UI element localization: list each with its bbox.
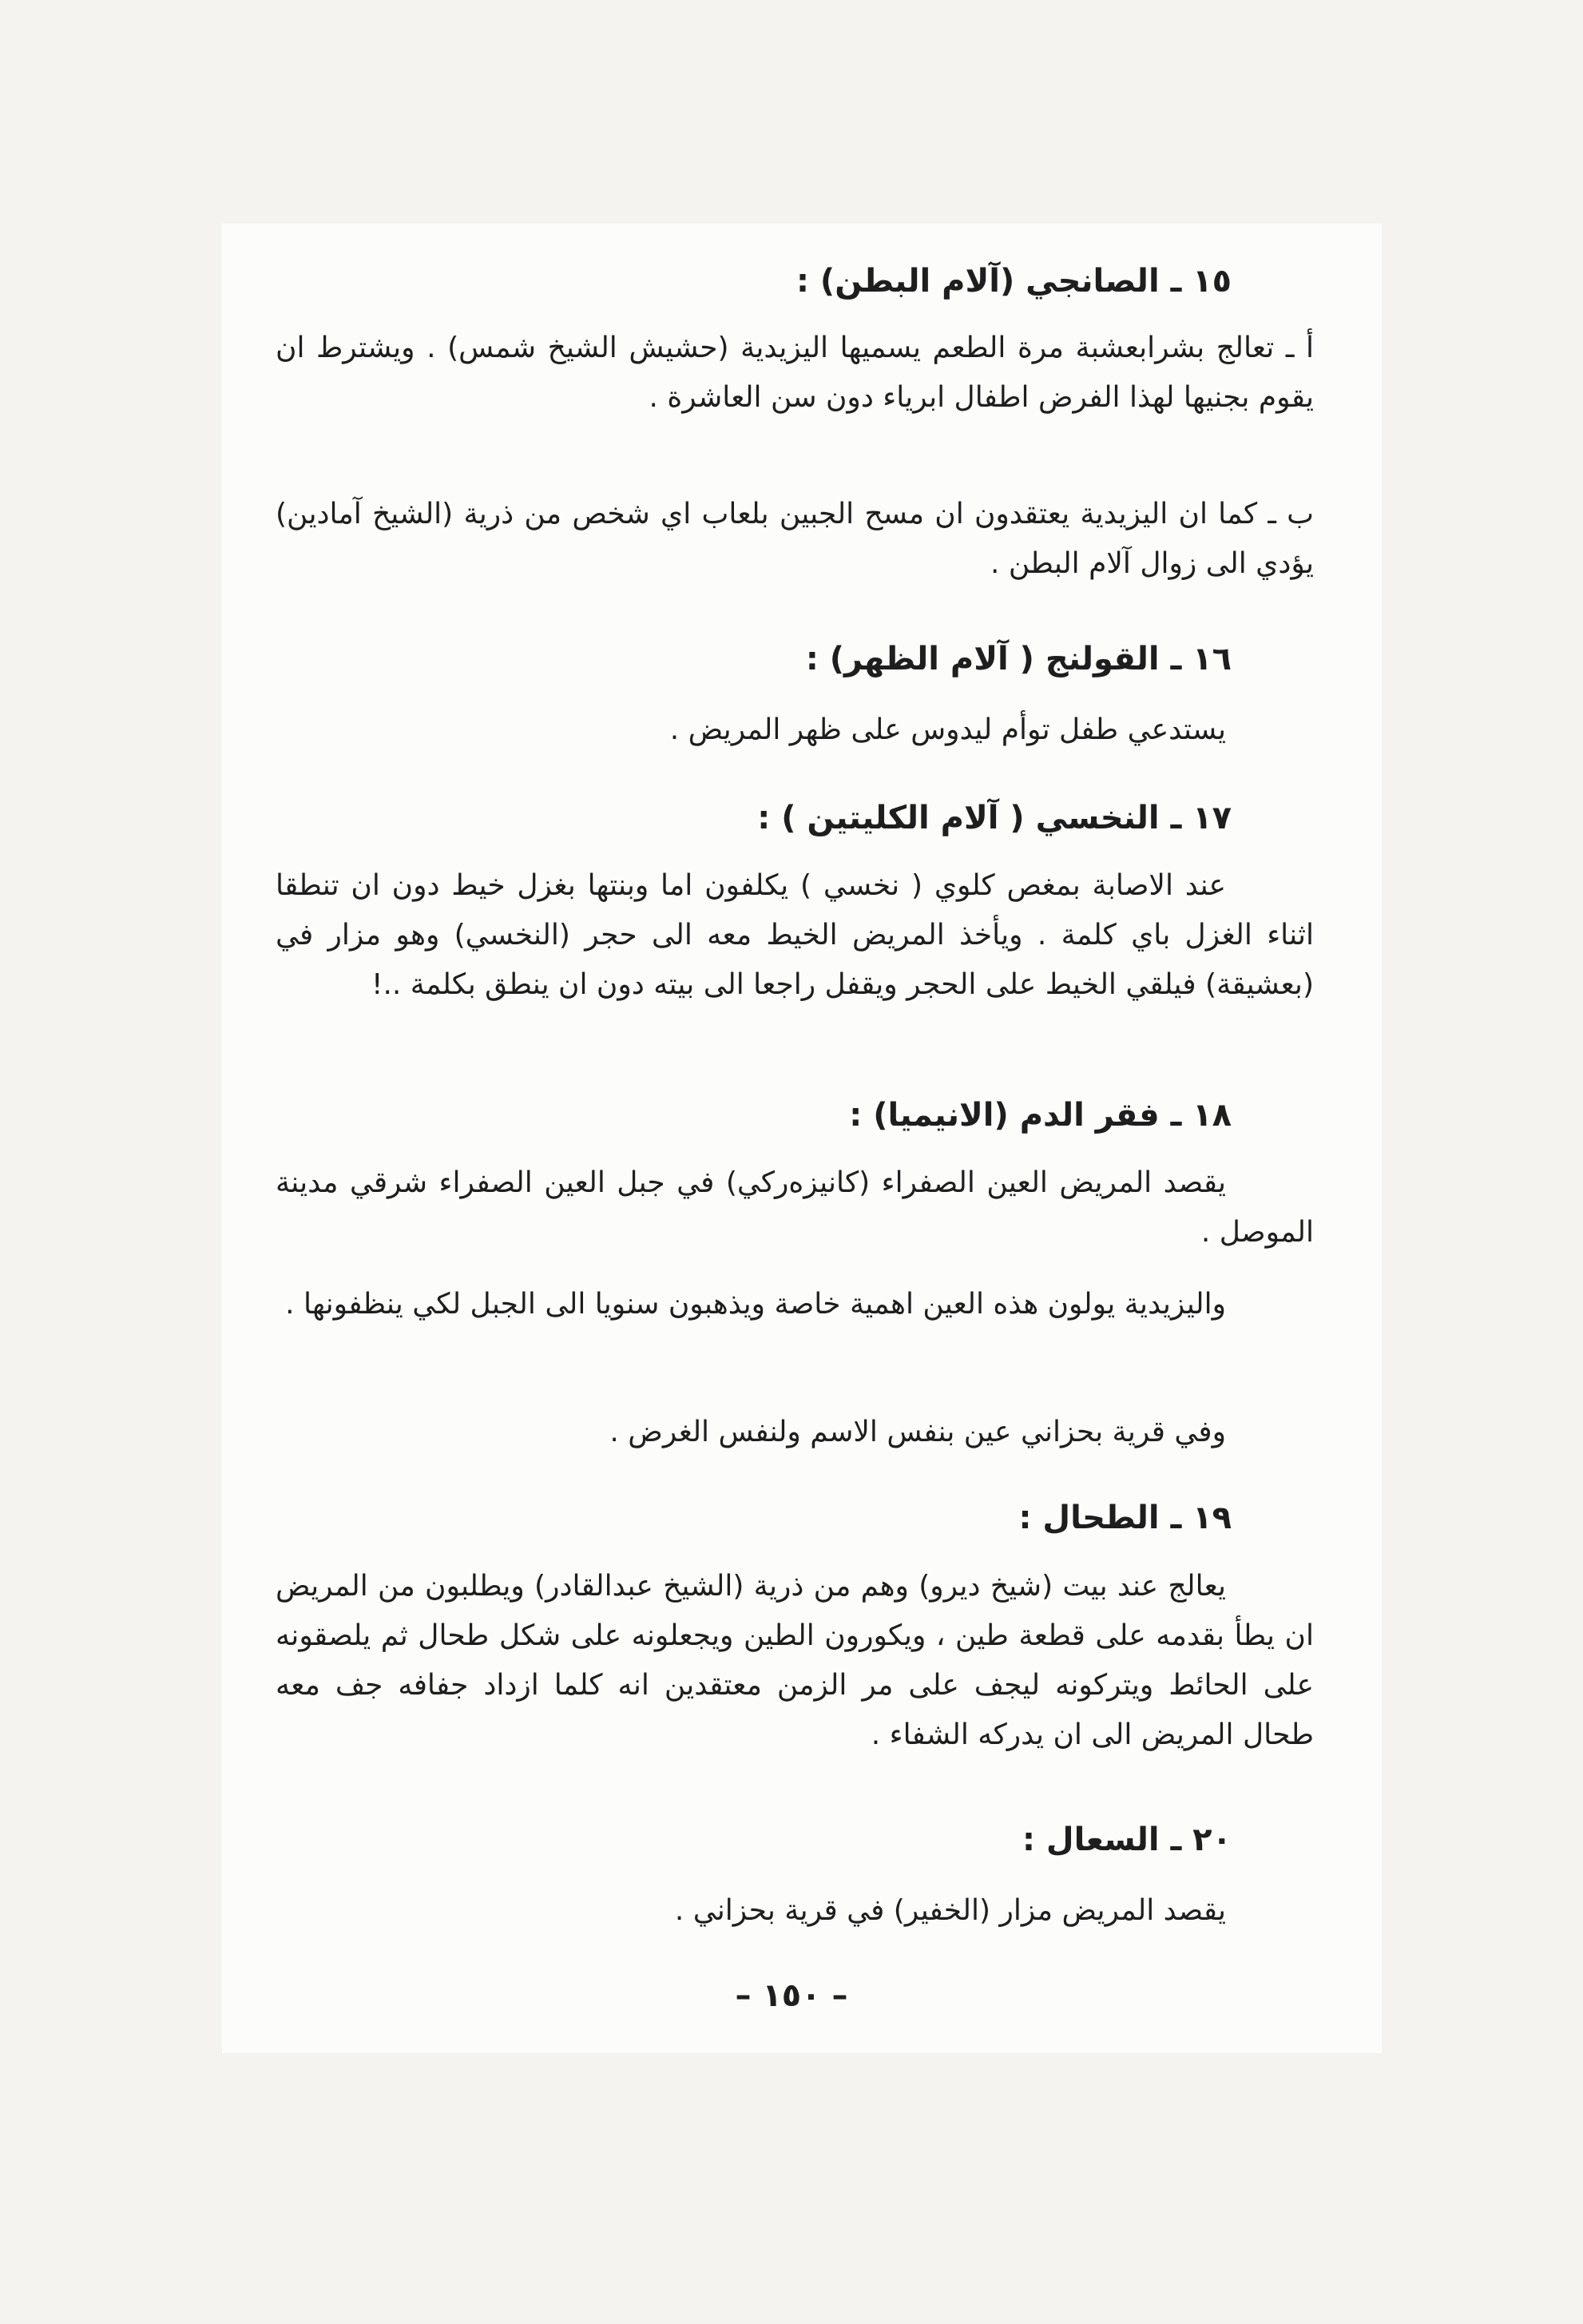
page-number: – ١٥٠ – xyxy=(735,1977,848,2014)
section-18-paragraph-2: واليزيدية يولون هذه العين اهمية خاصة ويذهبون سنويا الى الجبل لكي ينظفونها . xyxy=(285,1288,1226,1321)
section-15-paragraph-b: ب ـ كما ان اليزيدية يعتقدون ان مسح الجبين بلعاب اي شخص من ذرية (الشيخ آمادين) يؤدي الى زوال آلام البطن . xyxy=(276,498,1314,580)
section-15-paragraph-a: أ ـ تعالج بشرابعشبة مرة الطعم يسميها اليزيدية (حشيش الشيخ شمس) . ويشترط ان يقوم بجنيها لهذا الفرض اطفال ابرياء دون سن العاشرة . xyxy=(276,332,1314,414)
section-18-paragraph-1: يقصد المريض العين الصفراء (كانيزەركي) في جبل العين الصفراء شرقي مدينة الموصل . xyxy=(276,1166,1314,1249)
section-15-heading: ١٥ ـ الصانجي (آلام البطن) : xyxy=(796,263,1232,300)
section-18-paragraph-3: وفي قرية بحزاني عين بنفس الاسم ولنفس الغرض . xyxy=(609,1416,1226,1448)
section-17-heading: ١٧ ـ النخسي ( آلام الكليتين ) : xyxy=(757,800,1232,836)
section-19-paragraph: يعالج عند بيت (شيخ ديرو) وهم من ذرية (الشيخ عبدالقادر) ويطلبون من المريض ان يطأ بقدمه على قطعة طين ، ويكورون الطين ويجعلونه على شكل طحال ثم يلصقونه على الحائط ويتركونه ليجف على مر الزمن معتقدين انه كلما ازداد جفافه جف معه طحال المريض الى ان يدركه الشفاء . xyxy=(276,1570,1314,1751)
section-19-heading: ١٩ ـ الطحال : xyxy=(1018,1500,1232,1536)
section-20-heading: ٢٠ ـ السعال : xyxy=(1022,1821,1232,1858)
section-16-paragraph: يستدعي طفل توأم ليدوس على ظهر المريض . xyxy=(669,713,1226,746)
section-20-paragraph: يقصد المريض مزار (الخفير) في قرية بحزاني . xyxy=(674,1894,1226,1927)
section-18-heading: ١٨ ـ فقر الدم (الانيميا) : xyxy=(849,1097,1232,1134)
section-16-heading: ١٦ ـ القولنج ( آلام الظهر) : xyxy=(805,641,1232,677)
section-17-paragraph: عند الاصابة بمغص كلوي ( نخسي ) يكلفون اما وبنتها بغزل خيط دون ان تنطقا اثناء الغزل باي كلمة . ويأخذ المريض الخيط معه الى حجر (النخسي) وهو مزار في (بعشيقة) فيلقي الخيط على الحجر ويقفل راجعا الى بيته دون ان ينطق بكلمة ..! xyxy=(276,869,1314,1001)
